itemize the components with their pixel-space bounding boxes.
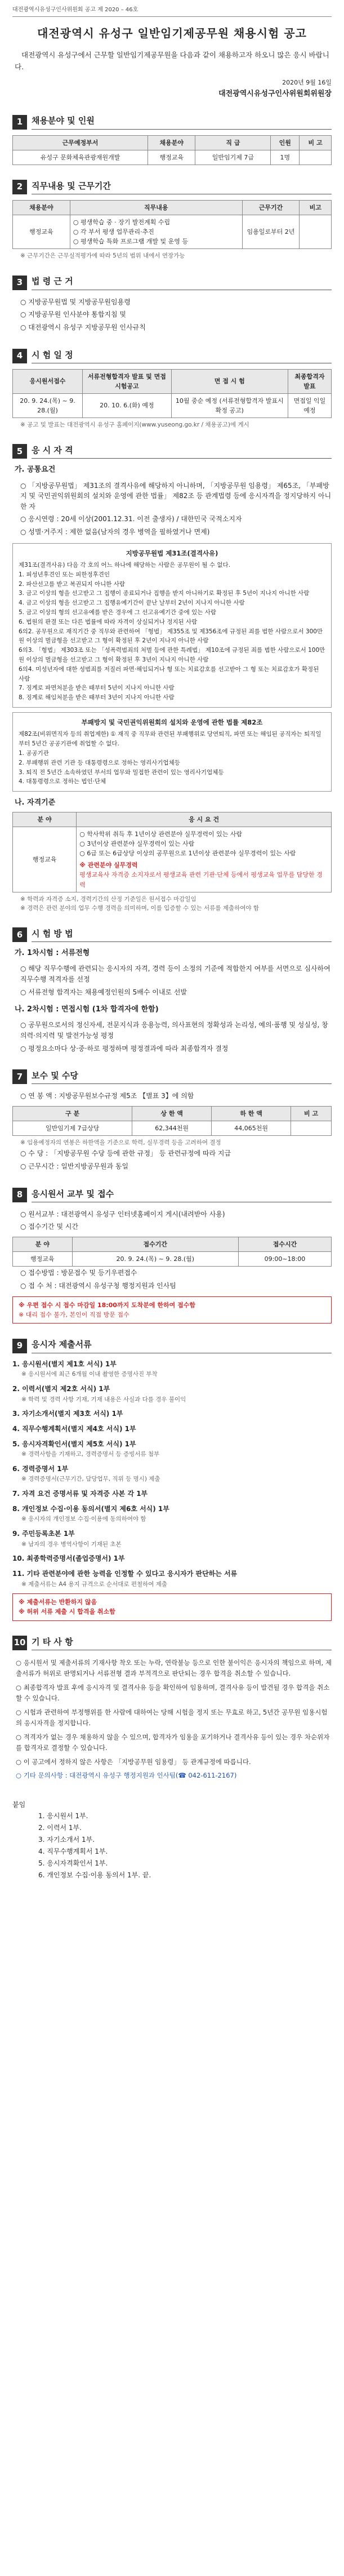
- salary-line: ○ 수 당 : 「지방공무원 수당 등에 관한 규정」 등 관련규정에 따라 지급: [20, 1149, 231, 1158]
- qualification-note: ※ 학력과 자격증 소지, 경력기간의 산정 기준일은 원서접수 마감일임: [20, 895, 196, 903]
- section-number: 3: [12, 276, 27, 290]
- section-number: 5: [12, 444, 27, 459]
- box-line: 2. 파산선고를 받고 복권되지 아니한 사람: [19, 580, 125, 588]
- section-10-heading: [12, 1636, 332, 1650]
- section-title: 응시원서 교부 및 접수: [32, 1188, 332, 1202]
- document-item: 10. 최종학력증명서(졸업증명서) 1부: [12, 1555, 125, 1563]
- box-line: 1. 피성년후견인 또는 피한정후견인: [19, 571, 110, 578]
- table-cell: 행정교육: [13, 827, 77, 892]
- section-title: 직무내용 및 근무기간: [32, 180, 332, 194]
- box-line: 2. 부패행위 관련 기관 등 대통령령으로 정하는 영리사기업체등: [19, 759, 180, 766]
- warning-line: ※ 대리 접수 불가, 본인이 직접 방문 접수: [19, 1311, 129, 1319]
- box-line: 6의4. 미성년자에 대한 성범죄를 저질러 파면·해임되거나 형 또는 치료감호를 선고받아 그 형 또는 치료감호가 확정된 사람: [19, 665, 319, 682]
- table-cell: [300, 215, 332, 249]
- qualification-relevant-title: ※ 관련분야 실무경력: [79, 861, 138, 869]
- table-header: 접수기간: [72, 1237, 238, 1252]
- qualification-relevant: 평생교육사 자격증 소지자로서 평생교육 관련 기관·단체 등에서 평생교육 업무를 담당한 경력: [79, 871, 323, 889]
- document-item: 1. 응시원서(별지 제1호 서식) 1부: [12, 1360, 117, 1368]
- application-line: ○ 접수기간 및 시간: [20, 1223, 79, 1231]
- requirement-item: ○ 응시연령 : 20세 이상(2001.12.31. 이전 출생자) / 대한민국 국적소지자: [20, 515, 242, 523]
- section-2-heading: [12, 180, 332, 194]
- box-line: 3. 퇴직 전 5년간 소속하였던 부서의 업무와 밀접한 관련이 있는 영리사기업체등: [19, 769, 224, 776]
- box-line: 6의3. 「형법」 제303조 또는 「성폭력범죄의 처벌 등에 관한 특례법」 제10조에 규정된 죄를 범한 사람으로서 100만원 이상의 벌금형을 선고받고 그 형이 확정된 후 3년이 지나지 아니한 사람: [19, 647, 325, 663]
- table-cell: 일반임기제 7급상당: [13, 1121, 132, 1136]
- table-cell: 62,344천원: [132, 1121, 212, 1136]
- document-item: 9. 주민등록초본 1부: [12, 1530, 75, 1538]
- table-cell: 20. 9. 24.(목) ~ 9. 28.(월): [13, 393, 83, 418]
- section-number: 1: [12, 115, 27, 130]
- box-line: 4. 금고 이상의 형을 선고받고 그 집행유예기간이 끝난 날부터 2년이 지나지 아니한 사람: [19, 599, 245, 607]
- box-line: 5. 금고 이상의 형의 선고유예를 받은 경우에 그 선고유예기간 중에 있는 사람: [19, 609, 217, 616]
- table-cell: [300, 150, 332, 165]
- table-header: 구 분: [13, 1107, 132, 1121]
- section-number: 10: [12, 1636, 27, 1650]
- box-title: 부패방지 및 국민권익위원회의 설치와 운영에 관한 법률 제82조: [81, 718, 263, 726]
- contact-item: ○ 기타 문의사항 : 대전광역시 유성구 행정지원과 인사팀(☎ 042-611-2167): [16, 1771, 237, 1780]
- subsection-title: 나. 자격기준: [15, 798, 56, 807]
- section-number: 9: [12, 1339, 27, 1353]
- section-8-heading: [12, 1188, 332, 1202]
- table-cell: 면접일 익일 예정: [288, 393, 331, 418]
- duty-list: [70, 215, 242, 249]
- document-note: ※ 제출서류는 A4 용지 규격으로 순서대로 편철하여 제출: [21, 1580, 168, 1588]
- recruit-table: [12, 135, 332, 165]
- application-line: ○ 접수방법 : 방문접수 및 등기우편접수: [20, 1269, 137, 1277]
- table-cell: [291, 1121, 332, 1136]
- document-item: 2. 이력서(별지 제2호 서식) 1부: [12, 1384, 110, 1393]
- document-note: ※ 응시원서에 최근 6개월 이내 촬영한 증명사진 부착: [21, 1371, 158, 1378]
- table-header: 최종합격자 발표: [288, 369, 331, 393]
- table-header: 서류전형합격자 발표 및 면접시험공고: [83, 369, 172, 393]
- table-header: 채용분야: [13, 201, 70, 215]
- page-title: 대전광역시 유성구 일반임기제공무원 채용시험 공고: [37, 26, 307, 40]
- salary-table: [12, 1106, 332, 1136]
- law-item: ○ 대전광역시 유성구 지방공무원 인사규칙: [20, 323, 146, 331]
- etc-item: ○ 최종합격자 발표 후에 응시자격 및 결격사유 등을 확인하여 임용하며, 결격사유 등이 발견될 경우 합격을 취소할 수 있습니다.: [16, 1683, 330, 1702]
- table-header: 접수시간: [238, 1237, 331, 1252]
- document-list: [12, 1359, 332, 1589]
- section-4-heading: [12, 349, 332, 363]
- qualification-note: ※ 경력은 관련 분야의 업무 수행 경력을 의미하며, 이를 입증할 수 있는 서류를 제출하여야 함: [20, 904, 260, 912]
- qualification-item: ○ 6급 또는 6급상당 이상의 공무원으로 1년이상 관련분야 실무경력이 있는 사람: [79, 850, 296, 858]
- document-item: 6. 경력증명서 1부: [12, 1464, 69, 1473]
- duty-note: ※ 근무기간은 근무실적평가에 따라 5년의 범위 내에서 연장가능: [20, 252, 185, 260]
- duty-item: ○ 평생학습 특화 프로그램 개발 및 운영 등: [73, 238, 188, 246]
- document-item: 7. 자격 요건 증명서류 및 자격증 사본 각 1부: [12, 1490, 148, 1498]
- attachment-label: 붙임: [12, 1801, 26, 1809]
- section-number: 4: [12, 349, 27, 363]
- table-header: 비 고: [300, 135, 332, 150]
- box-line: 제82조(비위면직자 등의 취업제한) ① 재직 중 직무와 관련된 부패행위로 당연퇴직, 파면 또는 해임된 공직자는 퇴직일부터 5년간 공공기관에 취업할 수 없다.: [19, 731, 321, 748]
- salary-note: ※ 임용예정자의 연봉은 하한액을 기준으로 학력, 실무경력 등을 고려하여 결정: [20, 1139, 221, 1147]
- table-cell: 44,065천원: [212, 1121, 291, 1136]
- table-header: 분 야: [13, 812, 77, 827]
- duty-item: ○ 평생학습 중 · 장기 발전계획 수립: [73, 219, 171, 226]
- qualification-item: ○ 3년이상 관련분야 실무경력이 있는 사람: [79, 840, 195, 848]
- application-warning-box: [12, 1296, 332, 1323]
- document-note: ※ 남자의 경우 병역사항이 기재된 초본: [21, 1540, 122, 1548]
- law-excerpt-box: [12, 543, 332, 708]
- table-cell: 09:00~18:00: [238, 1252, 331, 1267]
- section-1-heading: [12, 114, 332, 129]
- table-header: 근무예정부서: [13, 135, 148, 150]
- method-item: ○ 서류전형 합격자는 채용예정인원의 5배수 이내로 선발: [20, 988, 187, 996]
- qualification-list: [77, 827, 332, 892]
- application-line: ○ 원서교부 : 대전광역시 유성구 인터넷홈페이지 게시(내려받아 사용): [20, 1210, 225, 1218]
- document-note: ※ 응시자의 개인정보 수집·이용에 동의하여야 함: [21, 1516, 146, 1523]
- issuing-org: 대전광역시유성구인사위원회위원장: [218, 90, 332, 99]
- section-number: 8: [12, 1188, 27, 1202]
- box-line: 4. 대통령령으로 정하는 법인·단체: [19, 778, 106, 785]
- table-cell: 유성구 문화체육관광재원개발: [13, 150, 148, 165]
- section-number: 6: [12, 927, 27, 942]
- requirement-item: ○ 「지방공무원법」 제31조의 결격사유에 해당하지 아니하며, 「지방공무원 임용령」 제65조, 「부패방지 및 국민권익위원회의 설치와 운영에 관한 법률」 제82조 등 관계법령 등에 응시자격을 정지당하지 아니한 자: [20, 481, 332, 510]
- document-warning-box: [12, 1593, 332, 1620]
- table-cell: 임용일로부터 2년: [242, 215, 300, 249]
- warning-line: ※ 허위 서류 제출 시 합격을 취소함: [19, 1608, 115, 1616]
- table-header: 채용분야: [148, 135, 195, 150]
- section-title: 응 시 자 격: [32, 444, 332, 459]
- duty-table: [12, 200, 332, 249]
- box-line: 제31조(결격사유) 다음 각 호의 어느 하나에 해당하는 사람은 공무원이 될 수 없다.: [19, 561, 231, 569]
- table-cell: 20. 10. 6.(화) 예정: [83, 393, 172, 418]
- document-item: 5. 응시자격확인서(별지 제5호 서식) 1부: [12, 1440, 136, 1448]
- duty-item: ○ 각 부서 평생 업무관리·추진: [73, 228, 154, 236]
- subsection-title: 나. 2차시험 : 면접시험 (1차 합격자에 한함): [15, 1005, 159, 1014]
- method-item: ○ 평정요소마다 상·중·하로 평정하며 평정결과에 따라 최종합격자 결정: [20, 1044, 229, 1052]
- schedule-table: [12, 369, 332, 418]
- document-item: 8. 개인정보 수집·이용 동의서(별지 제6호 서식) 1부: [12, 1504, 169, 1513]
- warning-line: ※ 제출서류는 반환하지 않음: [19, 1598, 97, 1606]
- table-header: 비 고: [291, 1107, 332, 1121]
- table-header: 인원: [271, 135, 300, 150]
- table-header: 면 접 시 험: [171, 369, 288, 393]
- section-title: 보수 및 수당: [32, 1069, 332, 1084]
- box-title: 지방공무원법 제31조(결격사유): [126, 549, 218, 557]
- application-table: [12, 1237, 332, 1267]
- law-item: ○ 지방공무원법 및 지방공무원임용령: [20, 297, 131, 306]
- table-header: 분 야: [13, 1237, 73, 1252]
- table-cell: 일반임기제 7급: [195, 150, 271, 165]
- section-title: 기 타 사 항: [32, 1636, 332, 1650]
- box-line: 6. 법원의 판결 또는 다른 법률에 따라 자격이 상실되거나 정지된 사람: [19, 618, 198, 625]
- etc-item: ○ 시험과 관련하여 부정행위를 한 사람에 대하여는 당해 시험을 정지 또는 무효로 하고, 5년간 공무원 임용시험의 응시자격을 정지합니다.: [16, 1708, 328, 1727]
- salary-line: ○ 연 봉 액 : 지방공무원보수규정 제5조 【별표 3】에 의함: [20, 1092, 194, 1100]
- section-number: 2: [12, 180, 27, 194]
- section-title: 법 령 근 거: [32, 275, 332, 290]
- section-title: 시 험 방 법: [32, 927, 332, 942]
- table-cell: 행정교육: [148, 150, 195, 165]
- intro-text: 대전광역시 유성구에서 근무할 일반임기제공무원을 다음과 같이 채용하고자 하오니 많은 응시 바랍니다.: [15, 50, 329, 72]
- table-header: 직 급: [195, 135, 271, 150]
- section-3-heading: [12, 275, 332, 290]
- etc-item: ○ 적격자가 없는 경우 채용하지 않을 수 있으며, 합격자가 임용을 포기하거나 결격사유 등이 있는 경우 차순위자를 합격자로 결정할 수 있습니다.: [16, 1733, 330, 1752]
- table-header: 근무기간: [242, 201, 300, 215]
- notice-number: 대전광역시유성구인사위원회 공고 제 2020 – 46호: [12, 6, 332, 17]
- attachment-item: 4. 직무수행계획서 1부.: [38, 1847, 108, 1856]
- document-item: 11. 기타 관련분야에 관한 능력을 인정할 수 있다고 응시자가 판단하는 서류: [12, 1570, 238, 1578]
- table-cell: 1명: [271, 150, 300, 165]
- table-header: 비고: [300, 201, 332, 215]
- document-item: 4. 직무수행계획서(별지 제4호 서식) 1부: [12, 1424, 136, 1433]
- table-cell: 행정교육: [13, 215, 70, 249]
- requirement-item: ○ 성별·거주지 : 제한 없음(남자의 경우 병역을 필하였거나 면제): [20, 527, 210, 536]
- attachment-item: 6. 개인정보 수집·이용 동의서 1부. 끝.: [38, 1871, 151, 1880]
- law-item: ○ 지방공무원 인사분야 통합지침 및: [20, 310, 127, 319]
- warning-line: ※ 우편 접수 시 접수 마감일 18:00까지 도착분에 한하여 접수함: [19, 1302, 195, 1309]
- table-cell: 10월 중순 예정 (서류전형합격자 발표시 확정 공고): [171, 393, 288, 418]
- attachment-item: 3. 자기소개서 1부.: [38, 1836, 95, 1844]
- schedule-note: ※ 공고 및 발표는 대전광역시 유성구 홈페이지(www.yuseong.go.kr / 채용공고)에 게시: [20, 421, 249, 428]
- box-line: 3. 금고 이상의 형을 선고받고 그 집행이 종료되거나 집행을 받지 아니하기로 확정된 후 5년이 지나지 아니한 사람: [19, 590, 310, 597]
- document-item: 3. 자기소개서(별지 제3호 서식) 1부: [12, 1410, 123, 1418]
- table-header: 응시원서접수: [13, 369, 83, 393]
- section-9-heading: [12, 1338, 332, 1353]
- method-item: ○ 해당 직무수행에 관련되는 응시자의 자격, 경력 등이 소정의 기준에 적합한지 여부를 서면으로 심사하여 직무수행 적격자를 선정: [20, 965, 330, 984]
- section-6-heading: [12, 927, 332, 942]
- document-note: ※ 경력사항을 기재하고, 경력증명서 등 증빙서류 첨부: [21, 1451, 160, 1458]
- box-line: 8. 징계로 해임처분을 받은 때부터 3년이 지나지 아니한 사람: [19, 694, 175, 701]
- section-7-heading: [12, 1069, 332, 1084]
- qualification-item: ○ 학사학위 취득 후 1년이상 관련분야 실무경력이 있는 사람: [79, 830, 243, 838]
- subsection-title: 가. 공통요건: [15, 465, 56, 474]
- box-line: 7. 징계로 파면처분을 받은 때부터 5년이 지나지 아니한 사람: [19, 685, 175, 692]
- section-title: 응시자 제출서류: [32, 1338, 332, 1353]
- notice-date: 2020년 9월 16일: [282, 79, 332, 87]
- salary-line: ○ 근무시간 : 일반지방공무원과 동일: [20, 1162, 129, 1170]
- document-note: ※ 경력증명서(근무기간, 담당업무, 직위 등 명시) 제출: [21, 1476, 160, 1483]
- box-line: 6의2. 공무원으로 재직기간 중 직무와 관련하여 「형법」 제355조 및 제356조에 규정된 죄를 범한 사람으로서 300만원 이상의 벌금형을 선고받고 그 형이 확정된 후 2년이 지나지 아니한 사람: [19, 628, 323, 645]
- attachment-item: 2. 이력서 1부.: [38, 1824, 82, 1832]
- table-header: 상 한 액: [132, 1107, 212, 1121]
- etc-item: ○ 응시원서 및 제출서류의 기재사항 착오 또는 누락, 연락불능 등으로 인한 불이익은 응시자의 책임으로 하며, 제출서류가 허위로 판명되거나 서류전형 결과 부적격으로 판단되는 경우 합격을 취소할 수 있습니다.: [16, 1658, 332, 1677]
- box-line: 1. 공공기관: [19, 749, 49, 757]
- document-note: ※ 학력 및 경력 사항 기재, 기재 내용은 사실과 다를 경우 불이익: [21, 1396, 186, 1403]
- qualification-table: [12, 812, 332, 892]
- attachment-item: 5. 응시자격확인서 1부.: [38, 1859, 108, 1868]
- section-number: 7: [12, 1069, 27, 1084]
- section-title: 시 험 일 정: [32, 349, 332, 363]
- subsection-title: 가. 1차시험 : 서류전형: [15, 949, 90, 958]
- table-cell: 20. 9. 24.(목) ~ 9. 28.(월): [72, 1252, 238, 1267]
- method-item: ○ 공무원으로서의 정신자세, 전문지식과 응용능력, 의사표현의 정확성과 논리성, 예의·품행 및 성실성, 창의력·의지력 및 발전가능성 평정: [20, 1021, 328, 1040]
- etc-item: ○ 이 공고에서 정하지 않은 사항은 「지방공무원 임용령」 등 관계규정에 따릅니다.: [16, 1757, 251, 1766]
- application-line: ○ 접 수 처 : 대전광역시 유성구청 행정지원과 인사팀: [20, 1281, 176, 1290]
- law-excerpt-box: [12, 712, 332, 792]
- table-header: 직무내용: [70, 201, 242, 215]
- table-cell: 행정교육: [13, 1252, 73, 1267]
- table-header: 하 한 액: [212, 1107, 291, 1121]
- attachment-item: 1. 응시원서 1부.: [38, 1812, 88, 1820]
- section-5-heading: [12, 444, 332, 459]
- section-title: 채용분야 및 인원: [32, 114, 332, 129]
- table-header: 응 시 요 건: [77, 812, 332, 827]
